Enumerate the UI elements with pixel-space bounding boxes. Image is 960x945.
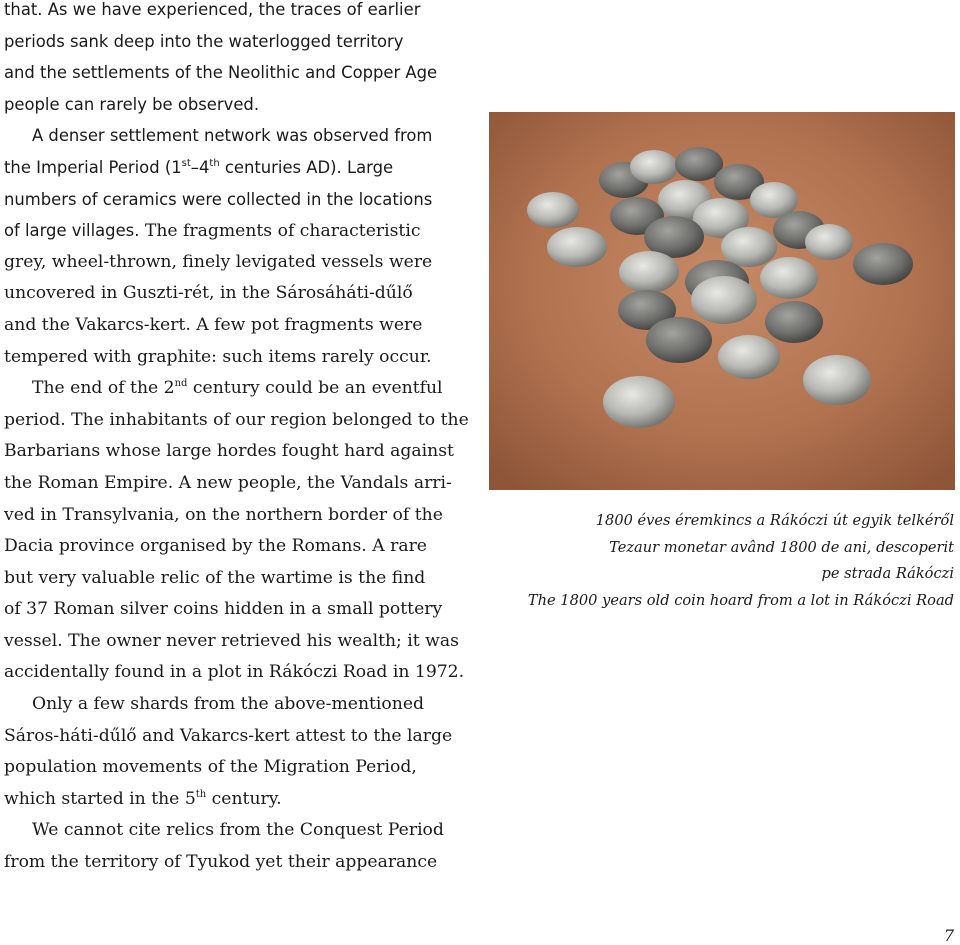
- text-line: and the Vakarcs-kert. A few pot fragments were: [4, 314, 423, 335]
- text-line: Barbarians whose large hordes fought hard against: [4, 441, 454, 462]
- page-number: 7: [943, 926, 954, 945]
- text-line: that. As we have experienced, the traces of earlier: [4, 0, 421, 19]
- text-line: the Imperial Period (1st–4th centuries AD). Large: [4, 157, 394, 177]
- text-line: uncovered in Guszti-rét, in the Sárosáháti-dűlő: [4, 283, 413, 304]
- text-line: from the territory of Tyukod yet their appearance: [4, 852, 438, 873]
- caption-hungarian: 1800 éves éremkincs a Rákóczi út egyik telkéről: [595, 512, 954, 529]
- text-line: numbers of ceramics were collected in the locations: [4, 189, 433, 209]
- text-line: We cannot cite relics from the Conquest Period: [32, 820, 444, 841]
- caption-english: The 1800 years old coin hoard from a lot in Rákóczi Road: [527, 591, 954, 609]
- text-line: A denser settlement network was observed from: [32, 126, 433, 146]
- text-line: periods sank deep into the waterlogged territory: [4, 31, 404, 51]
- text-line: tempered with graphite: such items rarely occur.: [4, 346, 432, 367]
- text-line: The end of the 2nd century could be an eventful: [32, 378, 443, 399]
- text-line: of 37 Roman silver coins hidden in a small pottery: [4, 599, 443, 620]
- caption-romanian-line1: Tezaur monetar având 1800 de ani, descoperit: [609, 538, 954, 556]
- text-line: and the settlements of the Neolithic and Copper Age: [4, 63, 438, 83]
- text-line: ved in Transylvania, on the northern border of the: [4, 504, 443, 525]
- text-line: Dacia province organised by the Romans. A rare: [4, 536, 427, 557]
- body-text-column: [4, 0, 472, 879]
- text-line: population movements of the Migration Period,: [4, 757, 417, 778]
- text-line: accidentally found in a plot in Rákóczi Road in 1972.: [4, 662, 465, 683]
- text-line: the Roman Empire. A new people, the Vandals arri-: [4, 472, 452, 493]
- coin-hoard-photo: [489, 112, 955, 490]
- text-line: grey, wheel-thrown, finely levigated vessels were: [4, 251, 433, 272]
- text-line: period. The inhabitants of our region belonged to the: [4, 409, 469, 430]
- text-line: of large villages. The fragments of characteristic: [4, 221, 421, 242]
- photo-caption: [480, 508, 954, 614]
- text-line: Sáros-háti-dűlő and Vakarcs-kert attest to the large: [4, 725, 453, 746]
- text-line: Only a few shards from the above-mentioned: [32, 694, 425, 715]
- text-line: people can rarely be observed.: [4, 94, 260, 114]
- text-line: but very valuable relic of the wartime is the find: [4, 567, 426, 588]
- caption-romanian-line2: pe strada Rákóczi: [821, 565, 954, 582]
- text-line: which started in the 5th century.: [4, 788, 282, 809]
- text-line: vessel. The owner never retrieved his wealth; it was: [4, 630, 459, 651]
